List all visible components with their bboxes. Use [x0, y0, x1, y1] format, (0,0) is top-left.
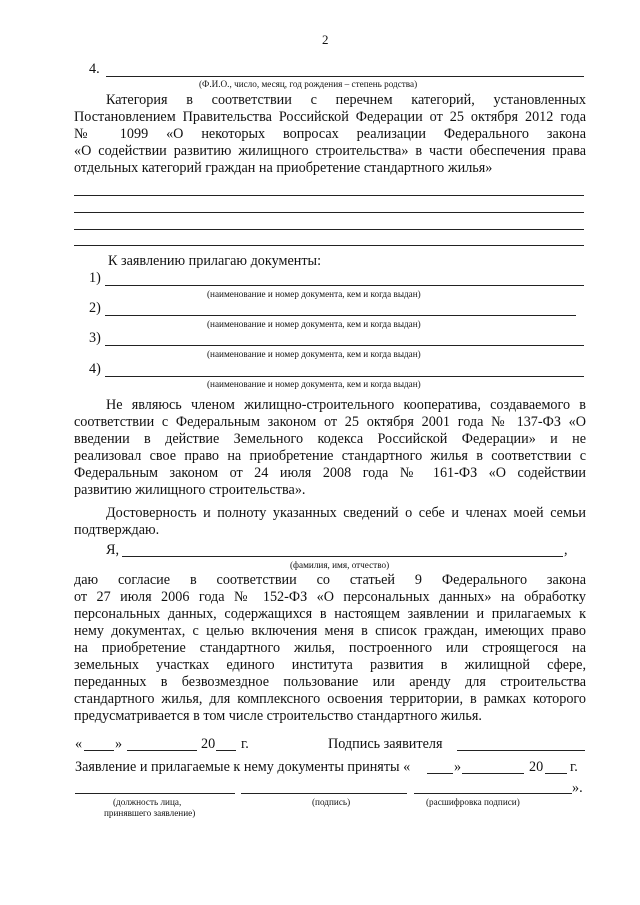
item4-caption: (Ф.И.О., число, месяц, год рождения – степень родства) [199, 79, 418, 89]
document-3-caption: (наименование и номер документа, кем и когда выдан) [207, 349, 421, 359]
not-member-paragraph [74, 397, 586, 499]
not-member-line-1: Не являюсь членом жилищно-строительного кооператива, создаваемого в [106, 397, 586, 413]
document-4-caption: (наименование и номер документа, кем и когда выдан) [207, 379, 421, 389]
consent-line-5: на приобретение стандартного жилья, построенного или строящегося на [74, 640, 586, 656]
category-line-2: Постановлением Правительства Российской Федерации от 25 октября 2012 года [74, 109, 586, 125]
fio-caption: (фамилия, имя, отчество) [290, 560, 390, 570]
date-day-line[interactable] [84, 750, 114, 751]
not-member-line-2: соответствии с Федеральным законом от 25 октября 2001 года № 137-ФЗ «О [74, 414, 586, 430]
date-month-line[interactable] [127, 750, 197, 751]
decoding-fill-line[interactable] [414, 793, 572, 794]
document-1-number: 1) [89, 270, 101, 286]
accepted-year-prefix: 20 [529, 759, 544, 775]
consent-line-2: от 27 июля 2006 года № 152-ФЗ «О персональных данных» на обработку [74, 589, 586, 605]
consent-line-4: нему документах, с целью включения меня в список граждан, имеющих право [74, 623, 586, 639]
position-caption-line-1: (должность лица, [113, 797, 182, 807]
consent-line-9: предусматривается в том числе строительство стандартного жилья. [74, 708, 482, 724]
accept-signature-fill-line[interactable] [241, 793, 407, 794]
date-year-prefix: 20 [201, 736, 216, 752]
date-year-line[interactable] [216, 750, 236, 751]
date-year-suffix: г. [241, 736, 249, 752]
category-fill-line-2[interactable] [74, 212, 584, 213]
accepted-text: Заявление и прилагаемые к нему документы приняты « [75, 759, 411, 775]
decoding-caption: (расшифровка подписи) [426, 797, 520, 807]
position-caption-line-2: принявшего заявление) [104, 808, 196, 818]
category-line-3: № 1099 «О некоторых вопросах реализации Федерального закона [74, 126, 586, 142]
accepted-month-line[interactable] [462, 773, 524, 774]
consent-line-1: даю согласие в соответствии со статьей 9 Федерального закона [74, 572, 586, 588]
not-member-line-6: развитию жилищного строительства». [74, 482, 306, 498]
date-open-quote: « [75, 736, 83, 752]
accept-signature-caption: (подпись) [312, 797, 351, 807]
not-member-line-3: введении в действие Земельного кодекса Российской Федерации» и не [74, 431, 586, 447]
document-2-number: 2) [89, 300, 101, 316]
position-fill-line[interactable] [75, 793, 235, 794]
document-2-caption: (наименование и номер документа, кем и когда выдан) [207, 319, 421, 329]
document-4-number: 4) [89, 361, 101, 377]
signature-line[interactable] [457, 750, 585, 751]
category-line-4: «О содействии развитию жилищного строительства» в части обеспечения права [74, 143, 586, 159]
consent-line-6: земельных участках единого института развития в жилищной сфере, [74, 657, 586, 673]
consent-paragraph [74, 572, 586, 725]
accepted-year-suffix: г. [570, 759, 578, 775]
not-member-line-4: реализовал свое право на приобретение стандартного жилья в соответствии с [74, 448, 586, 464]
document-4-fill-line[interactable] [105, 376, 584, 377]
category-paragraph [74, 92, 586, 177]
document-2-fill-line[interactable] [105, 315, 576, 316]
page-number: 2 [322, 32, 329, 47]
category-line-1: Категория в соответствии с перечнем категорий, установленных [106, 92, 586, 108]
confirm-line-1: Достоверность и полноту указанных сведений о себе и членах моей семьи [106, 505, 586, 521]
document-3-number: 3) [89, 330, 101, 346]
accepted-year-line[interactable] [545, 773, 567, 774]
consent-line-8: стандартного жилья, для комплексного освоения территории, в рамках которого [74, 691, 586, 707]
document-1-caption: (наименование и номер документа, кем и когда выдан) [207, 289, 421, 299]
document-3-fill-line[interactable] [105, 345, 584, 346]
document-1-fill-line[interactable] [105, 285, 584, 286]
category-fill-line-4[interactable] [74, 245, 584, 246]
ya-label: Я, [106, 542, 120, 558]
ya-comma: , [564, 542, 568, 558]
category-line-5: отдельных категорий граждан на приобретение стандартного жилья» [74, 160, 493, 176]
accepted-day-line[interactable] [427, 773, 453, 774]
item4-number: 4. [89, 61, 100, 77]
date-close-quote: » [115, 736, 123, 752]
category-fill-line-1[interactable] [74, 195, 584, 196]
not-member-line-5: Федеральным законом от 24 июля 2008 года № 161-ФЗ «О содействии [74, 465, 586, 481]
signature-label: Подпись заявителя [328, 736, 443, 752]
item4-fill-line[interactable] [106, 76, 584, 77]
consent-line-7: переданных в безвозмездное пользование или аренду для строительства [74, 674, 586, 690]
confirm-line-2: подтверждаю. [74, 522, 160, 538]
accepted-end: ». [572, 780, 583, 796]
consent-line-3: персональных данных, содержащихся в настоящем заявлении и прилагаемых к [74, 606, 586, 622]
confirm-paragraph [74, 505, 586, 539]
fio-fill-line[interactable] [122, 556, 563, 557]
documents-intro: К заявлению прилагаю документы: [108, 253, 322, 269]
accepted-close-quote: » [454, 759, 462, 775]
category-fill-line-3[interactable] [74, 229, 584, 230]
